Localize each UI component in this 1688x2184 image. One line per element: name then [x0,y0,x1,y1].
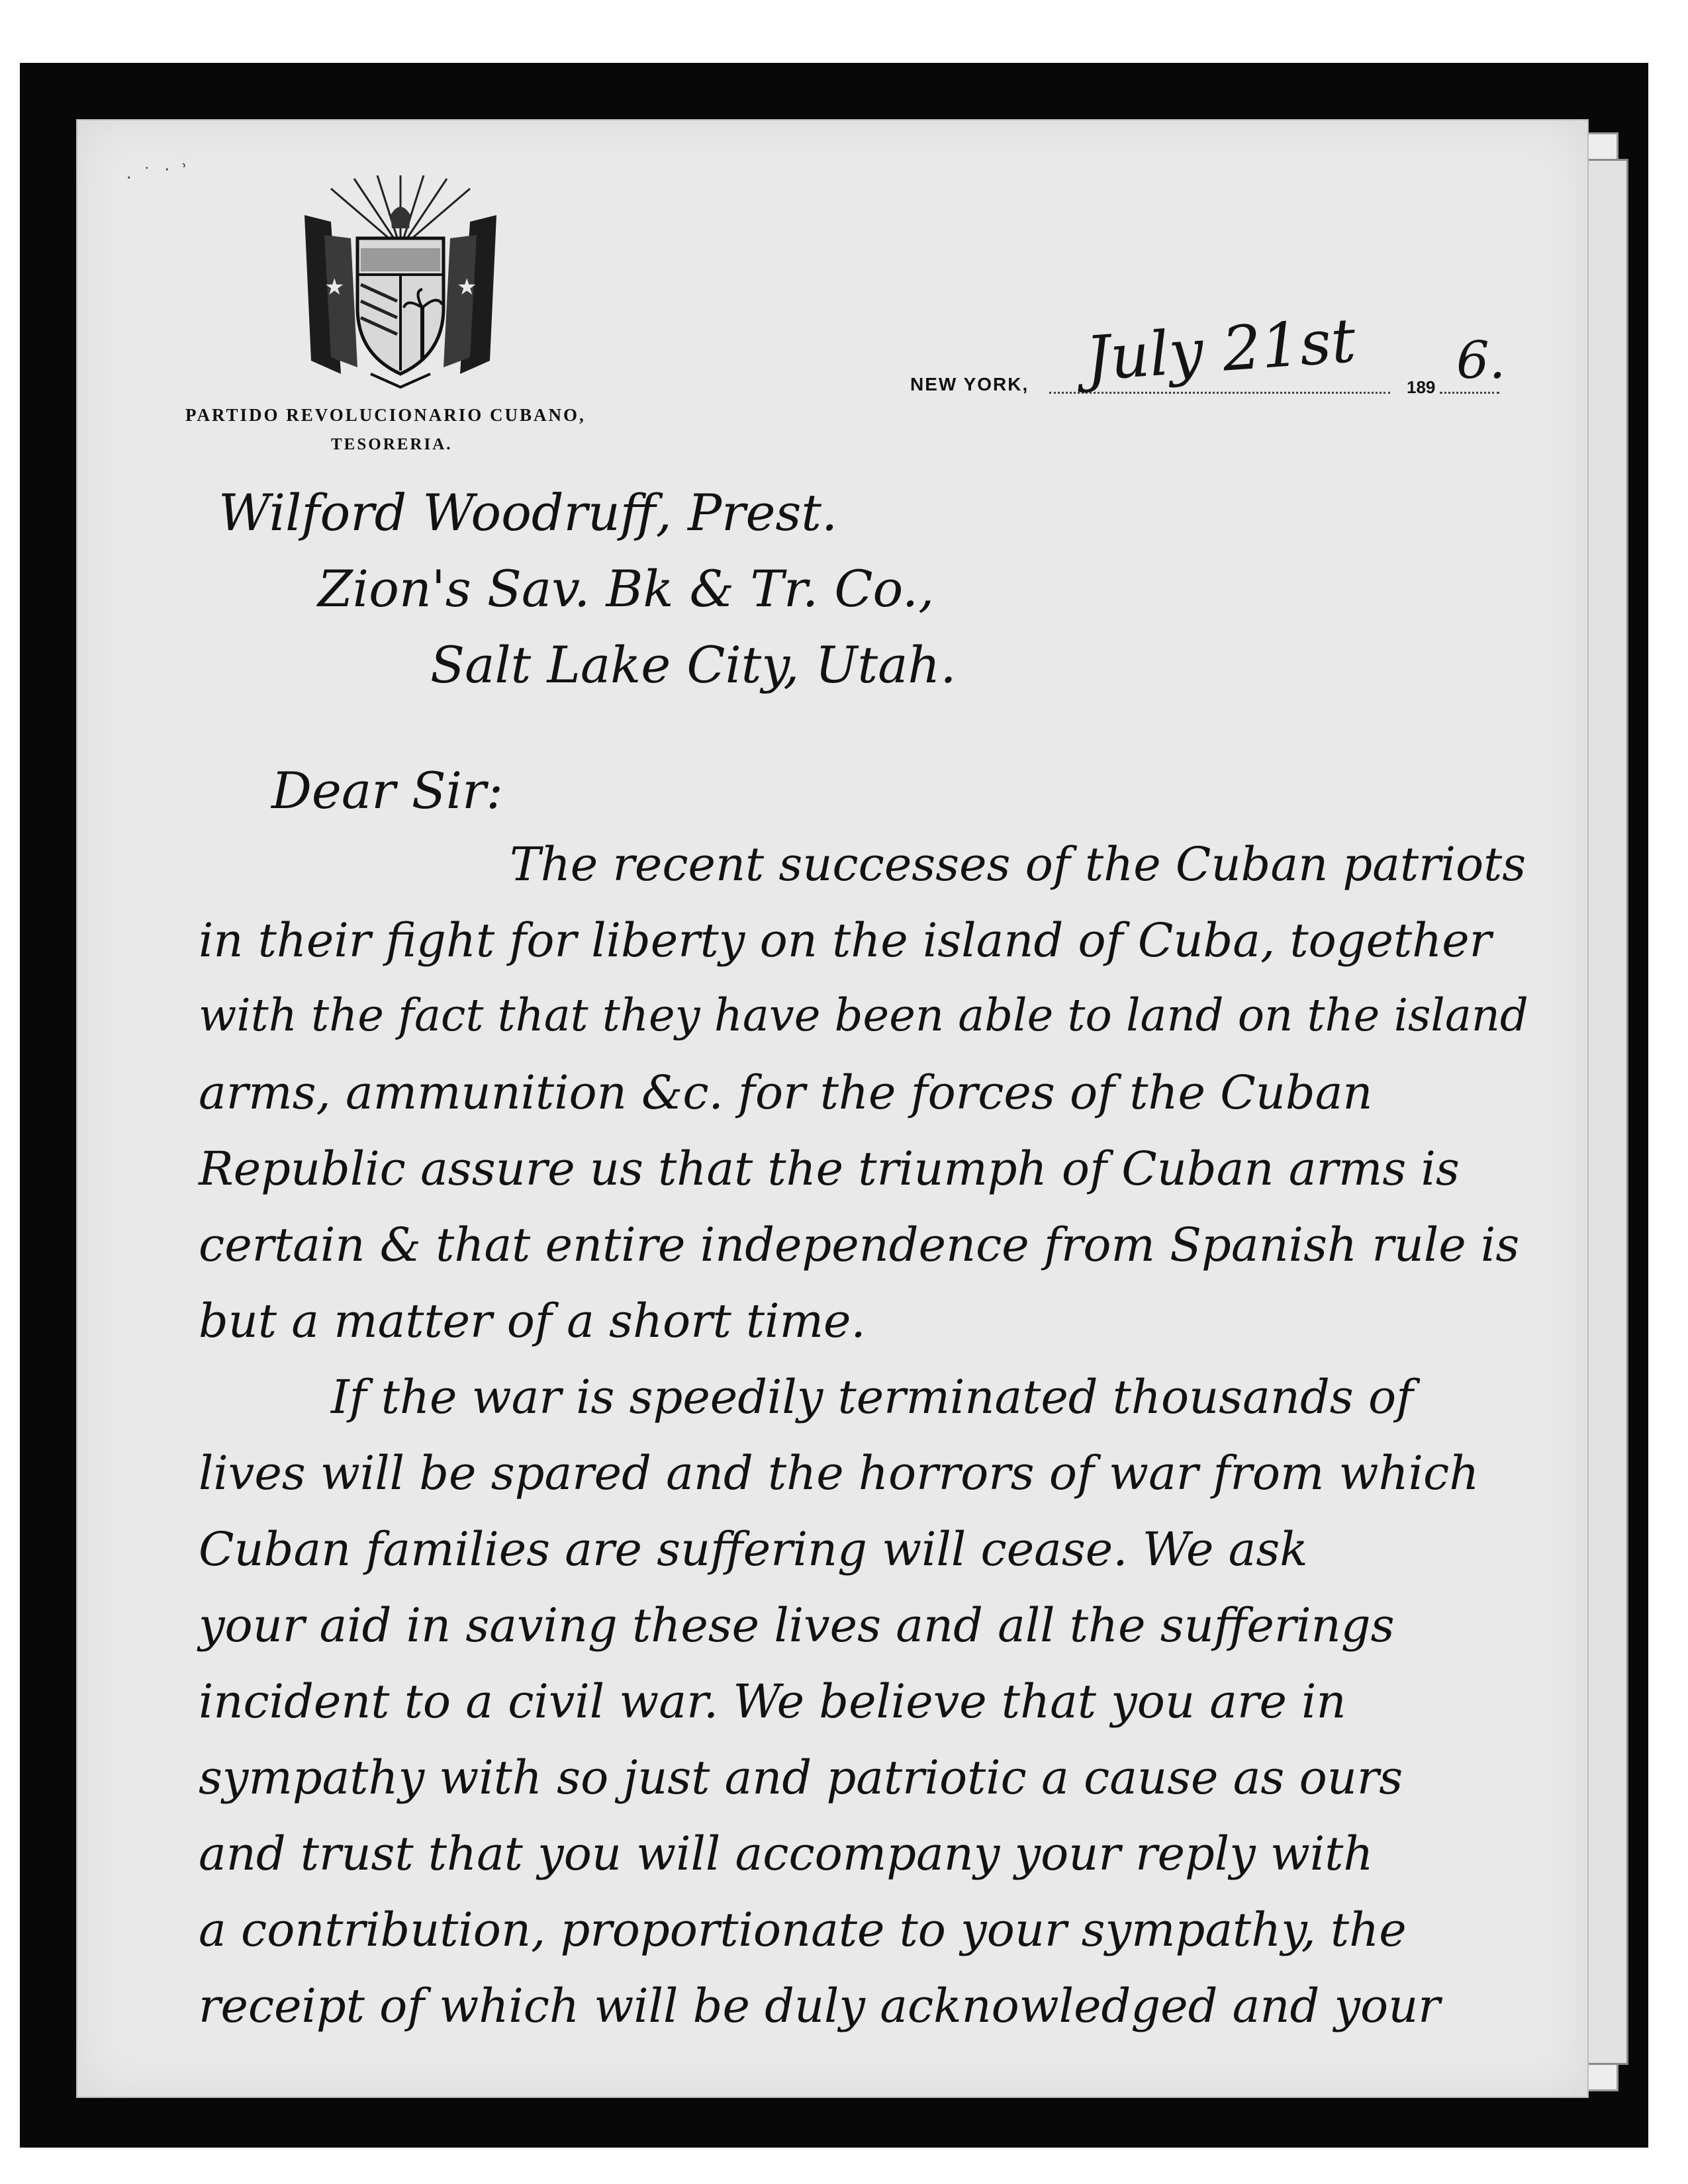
svg-text:★: ★ [457,274,477,300]
body-line: certain & that entire independence from Spanish rule is [199,1218,1520,1272]
body-line: Republic assure us that the triumph of Cuban arms is [199,1142,1460,1196]
salutation: Dear Sir: [271,761,504,820]
body-line: in their fight for liberty on the island of Cuba, together [199,913,1492,968]
body-line: lives will be spared and the horrors of war from which [199,1446,1479,1500]
handwritten-date: July 21st [1083,304,1358,395]
body-line: and trust that you will accompany your reply with [199,1827,1374,1881]
body-line: with the fact that they have been able to land on the island [199,989,1528,1041]
body-line: Cuban families are suffering will cease. We ask [199,1522,1308,1576]
ink-specks: · ˙ · ˒ [124,155,193,188]
address-line: Wilford Woodruff, Prest. [218,483,838,542]
coat-of-arms-icon [291,175,510,394]
address-line: Zion's Sav. Bk & Tr. Co., [318,559,935,618]
handwritten-year: 6. [1456,331,1506,390]
organization-name: PARTIDO REVOLUCIONARIO CUBANO, [185,405,586,425]
address-line: Salt Lake City, Utah. [430,635,957,694]
body-line: arms, ammunition &c. for the forces of the Cuban [199,1066,1373,1120]
year-rule [1440,392,1499,394]
year-prefix: 189 [1407,377,1436,397]
body-line: but a matter of a short time. [199,1294,866,1348]
body-line: receipt of which will be duly acknowledged and your [199,1979,1440,2033]
body-line: If the war is speedily terminated thousands of [331,1370,1414,1424]
body-line: incident to a civil war. We believe that you are in [199,1674,1346,1729]
body-line: The recent successes of the Cuban patriots [510,837,1526,891]
svg-text:★: ★ [324,274,345,300]
body-line: your aid in saving these lives and all the sufferings [199,1598,1395,1653]
department-name: TESORERIA. [331,435,453,453]
body-line: sympathy with so just and patriotic a cause as ours [199,1751,1403,1805]
body-line: a contribution, proportionate to your sympathy, the [199,1903,1407,1957]
place-label: NEW YORK, [910,374,1029,394]
